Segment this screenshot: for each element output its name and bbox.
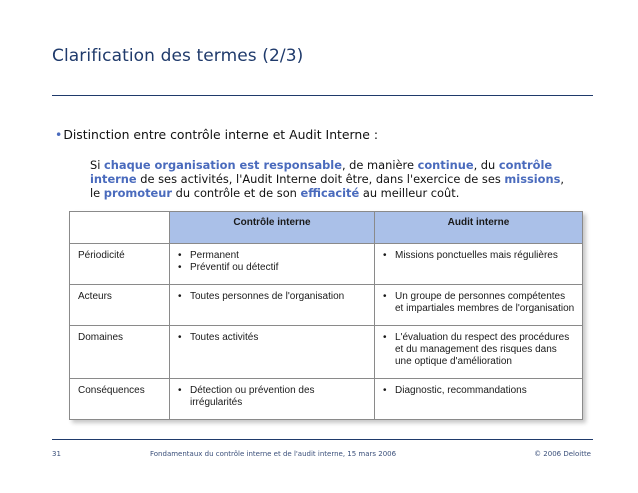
paragraph-highlight: continue bbox=[417, 158, 474, 172]
list-item: • Toutes activités bbox=[176, 332, 368, 344]
paragraph-text: , le bbox=[90, 172, 564, 200]
paragraph-highlight: efficacité bbox=[300, 186, 360, 200]
paragraph-highlight: chaque organisation est responsable bbox=[104, 158, 342, 172]
audit-interne-cell bbox=[375, 285, 583, 326]
paragraph-text: , de manière bbox=[341, 158, 418, 172]
header-empty-cell bbox=[70, 212, 170, 244]
list-item: • Permanent bbox=[176, 250, 368, 262]
list-item: • L'évaluation du respect des procédures et du management des risques dans une optique d'amélioration bbox=[381, 332, 576, 368]
comparison-table bbox=[69, 211, 583, 420]
slide-title: Clarification des termes (2/3) bbox=[52, 46, 304, 66]
audit-interne-cell bbox=[375, 379, 583, 420]
bullet-line bbox=[55, 127, 378, 142]
list-item: • Diagnostic, recommandations bbox=[381, 385, 576, 397]
controle-interne-cell bbox=[170, 379, 375, 420]
page-number: 31 bbox=[52, 450, 61, 458]
controle-interne-cell bbox=[170, 244, 375, 285]
title-divider bbox=[52, 95, 593, 96]
paragraph-text: de ses activités, l'Audit Interne doit être, dans l'exercice de ses bbox=[136, 172, 505, 186]
audit-interne-cell bbox=[375, 326, 583, 379]
header-controle-interne: Contrôle interne bbox=[170, 212, 375, 244]
row-label: Domaines bbox=[70, 326, 170, 379]
bullet-marker: • bbox=[55, 127, 63, 142]
copyright: © 2006 Deloitte bbox=[534, 450, 591, 458]
table-header-row bbox=[70, 212, 583, 244]
header-audit-interne: Audit interne bbox=[375, 212, 583, 244]
footer-caption: Fondamentaux du contrôle interne et de l'audit interne, 15 mars 2006 bbox=[150, 450, 397, 458]
list-item: • Détection ou prévention des irrégularités bbox=[176, 385, 368, 409]
paragraph-text: au meilleur coût. bbox=[359, 186, 460, 200]
controle-interne-cell bbox=[170, 326, 375, 379]
row-label: Conséquences bbox=[70, 379, 170, 420]
list-item: • Toutes personnes de l'organisation bbox=[176, 291, 368, 303]
paragraph-highlight: missions bbox=[504, 172, 561, 186]
table-row bbox=[70, 326, 583, 379]
paragraph-highlight: contrôle interne bbox=[90, 158, 553, 186]
bullet-text: Distinction entre contrôle interne et Audit Interne : bbox=[63, 127, 378, 142]
table-row bbox=[70, 244, 583, 285]
table-row bbox=[70, 285, 583, 326]
footer-divider bbox=[52, 439, 593, 440]
row-label: Périodicité bbox=[70, 244, 170, 285]
paragraph-text: Si bbox=[90, 158, 105, 172]
audit-interne-cell bbox=[375, 244, 583, 285]
list-item: • Préventif ou détectif bbox=[176, 262, 368, 274]
row-label: Acteurs bbox=[70, 285, 170, 326]
controle-interne-cell bbox=[170, 285, 375, 326]
paragraph-text: du contrôle et de son bbox=[172, 186, 301, 200]
table-row bbox=[70, 379, 583, 420]
paragraph-text: , du bbox=[473, 158, 499, 172]
intro-paragraph bbox=[90, 158, 570, 200]
list-item: • Missions ponctuelles mais régulières bbox=[381, 250, 576, 262]
list-item: • Un groupe de personnes compétentes et impartiales membres de l'organisation bbox=[381, 291, 576, 315]
paragraph-highlight: promoteur bbox=[103, 186, 172, 200]
